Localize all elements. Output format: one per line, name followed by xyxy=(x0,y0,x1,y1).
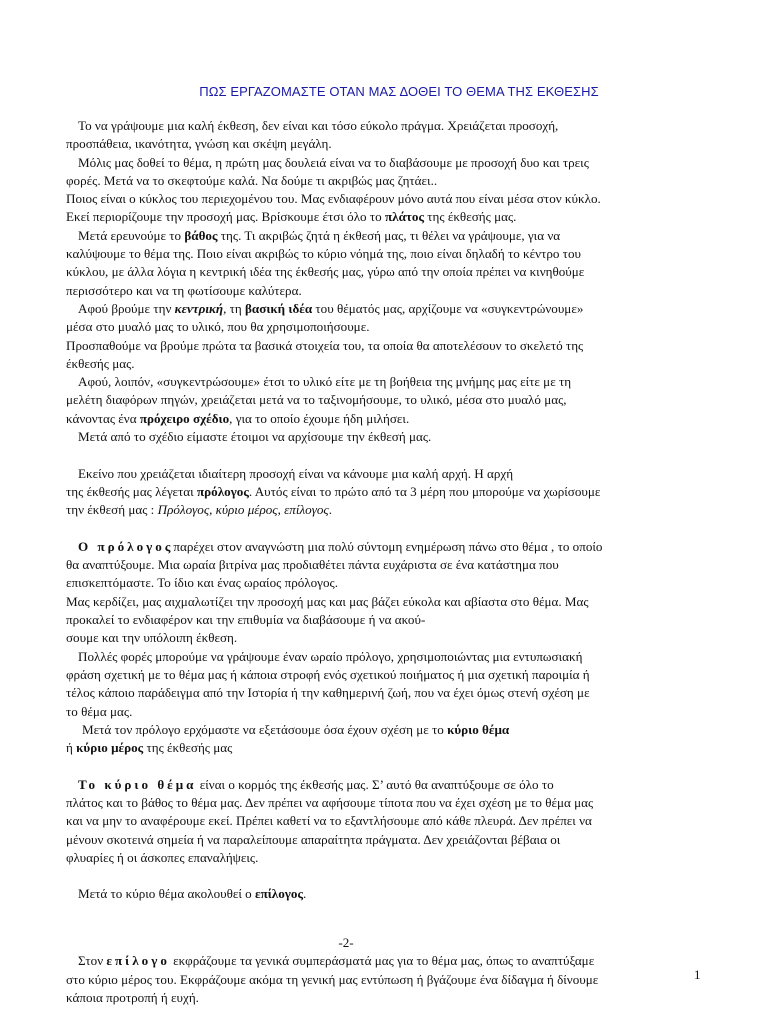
text-line xyxy=(66,208,706,226)
text-line xyxy=(66,776,706,794)
page-marker: -2- xyxy=(338,935,354,951)
text-line: έκθεσής μας. xyxy=(66,355,135,371)
text-run: Μετά το κύριο θέμα ακολουθεί ο xyxy=(78,886,255,902)
bold-term: κύριο μέρος xyxy=(76,740,144,756)
bold-term: πλάτος xyxy=(384,209,424,225)
text-run: . xyxy=(303,886,307,902)
bold-term: βάθος xyxy=(184,227,218,243)
text-line: Το να γράψουμε μια καλή έκθεση, δεν είναι και τόσο εύκολο πράγμα. Χρειάζεται προσοχή, xyxy=(78,118,559,133)
text-line: και να μην το αναφέρουμε εκεί. Πρέπει καθετί να το εξαντλήσουμε από κάθε πλευρά. Δεν πρέπει να xyxy=(66,813,592,829)
text-run: της έκθεσής μας xyxy=(143,740,233,756)
text-run: . xyxy=(328,502,333,518)
text-line xyxy=(66,483,706,501)
text-line: καλύψουμε το θέμα της. Ποιο είναι ακριβώς το κύριο νόημά της, ποιο είναι δηλαδή το κέντρο του xyxy=(66,246,581,262)
text-run: Μετά τον πρόλογο ερχόμαστε να εξετάσουμε όσα έχουν σχέση με το xyxy=(82,721,448,737)
text-run: του θέματός μας, αρχίζουμε να «συγκεντρώνουμε» xyxy=(312,300,584,316)
spaced-term: Το κύριο θέμα xyxy=(78,776,197,792)
text-run: είναι ο κορμός της έκθεσής μας. Σ’ αυτό θα αναπτύξουμε σε όλο το xyxy=(196,776,554,792)
bold-term: βασική ιδέα xyxy=(245,300,313,316)
text-run: της. Τι ακριβώς ζητά η έκθεσή μας, τι θέλει να γράψουμε, για να xyxy=(217,227,561,243)
text-line: φορές. Μετά να το σκεφτούμε καλά. Να δούμε τι ακριβώς μας ζητάει.. xyxy=(66,172,438,188)
page-number: 1 xyxy=(694,967,701,982)
text-line xyxy=(66,300,706,318)
bold-term: επίλογος xyxy=(254,886,303,902)
text-line: φράση σχετική με το θέμα μας ή κάποια στροφή ενός σχετικού ποιήματος ή μια σχετική παροιμία ή xyxy=(66,666,590,682)
text-line: προσπάθεια, ικανότητα, γνώση και σκέψη μεγάλη. xyxy=(66,136,332,152)
text-line: μελέτη διαφόρων πηγών, χρειάζεται μετά να το ταξινομήσουμε, το υλικό, μέσα στο μυαλό μας, xyxy=(66,392,567,408)
text-line: Μετά από το σχέδιο είμαστε έτοιμοι να αρχίσουμε την έκθεσή μας. xyxy=(78,429,432,445)
text-line: τέλος κάποιο παράδειγμα από την Ιστορία ή την καθημερινή ζωή, που να έχει όμως στενή σχέση με xyxy=(66,685,590,701)
text-line: Πολλές φορές μπορούμε να γράψουμε έναν ωραίο πρόλογο, χρησιμοποιώντας μια εντυπωσιακή xyxy=(78,648,583,664)
text-run: . Αυτός είναι το πρώτο από τα 3 μέρη που μπορούμε να χωρίσουμε xyxy=(248,483,601,499)
spaced-term: επίλογο xyxy=(106,953,170,969)
text-line xyxy=(66,885,706,903)
text-line: πλάτος και το βάθος το θέμα μας. Δεν πρέπει να αφήσουμε τίποτα που να έχει σχέση με το θέμα μας xyxy=(66,794,594,810)
text-line: επισκεπτόμαστε. Το ίδιο και ένας ωραίος πρόλογος. xyxy=(66,575,338,591)
text-line xyxy=(66,739,706,757)
text-line: κάποια προτροπή ή ευχή. xyxy=(66,989,199,1005)
bold-term: κεντρική xyxy=(174,300,224,316)
text-run: της έκθεσής μας λέγεται xyxy=(66,483,197,499)
text-run: Στον xyxy=(78,953,107,969)
text-line: περισσότερο και να τη φωτίσουμε καλύτερα. xyxy=(66,282,302,298)
text-line xyxy=(66,952,706,970)
text-run: της έκθεσής μας. xyxy=(424,209,517,225)
text-line: Προσπαθούμε να βρούμε πρώτα τα βασικά στοιχεία του, τα οποία θα αποτελέσουν το σκελετό της xyxy=(66,337,584,353)
text-run: Εκεί περιορίζουμε την προσοχή μας. Βρίσκουμε έτσι όλο το xyxy=(66,209,385,225)
text-line: μένουν σκοτεινά σημεία ή να παραλείπουμε απαραίτητα πράγματα. Δεν χρειάζονται βέβαια οι xyxy=(66,831,561,847)
text-line: Ποιος είναι ο κύκλος του περιεχομένου του. Μας ενδιαφέρουν μόνο αυτά που είναι μέσα στον κύκλο. xyxy=(66,191,601,207)
text-line: το θέμα μας. xyxy=(66,703,133,719)
page-title: ΠΩΣ ΕΡΓΑΖΟΜΑΣΤΕ ΟΤΑΝ ΜΑΣ ΔΟΘΕΙ ΤΟ ΘΕΜΑ ΤΗΣ ΕΚΘΕΣΗΣ xyxy=(199,84,599,99)
text-run: την έκθεσή μας : xyxy=(66,502,158,518)
text-line xyxy=(66,501,706,519)
text-line xyxy=(66,538,706,556)
text-line: Μόλις μας δοθεί το θέμα, η πρώτη μας δουλειά είναι να το διαβάσουμε με προσοχή δυο και τρεις xyxy=(78,154,589,170)
text-line xyxy=(66,227,706,245)
text-run: κάνοντας ένα xyxy=(66,410,140,426)
italic-term: Πρόλογος, κύριο μέρος, επίλογος xyxy=(157,502,329,518)
text-run: Μετά ερευνούμε το xyxy=(78,227,185,243)
text-run: , για το οποίο έχουμε ήδη μιλήσει. xyxy=(229,410,410,426)
text-line: Αφού, λοιπόν, «συγκεντρώσουμε» έτσι το υλικό είτε με τη βοήθεια της μνήμης μας είτε με τη xyxy=(78,374,572,390)
document-body xyxy=(66,117,706,1007)
text-line: σουμε και την υπόλοιπη έκθεση. xyxy=(66,630,238,646)
spaced-term: Ο πρόλογος xyxy=(78,538,174,554)
text-run: εκφράζουμε τα γενικά συμπεράσματά μας για το θέμα μας, όπως το αναπτύξαμε xyxy=(173,953,595,969)
text-line: Εκείνο που χρειάζεται ιδιαίτερη προσοχή είναι να κάνουμε μια καλή αρχή. Η αρχή xyxy=(78,465,514,481)
text-line: θα αναπτύξουμε. Μια ωραία βιτρίνα μας προδιαθέτει πάντα ευχάριστα σε ένα κατάστημα που xyxy=(66,557,559,573)
text-line: στο κύριο μέρος του. Εκφράζουμε ακόμα τη γενική μας εντύπωση ή βγάζουμε ένα δίδαγμα ή δίνουμε xyxy=(66,971,599,987)
bold-term: πρόχειρο σχέδιο xyxy=(139,410,230,426)
text-line xyxy=(66,721,706,739)
text-line: κύκλου, με άλλα λόγια η κεντρική ιδέα της έκθεσής μας, γύρω από την οποία πρέπει να κινηθούμε xyxy=(66,264,585,280)
text-line: προκαλεί το ενδιαφέρον και την επιθυμία να διαβάσουμε ή να ακού- xyxy=(66,612,426,628)
text-line xyxy=(66,410,706,428)
text-run: ή xyxy=(66,740,77,756)
text-run: , τη xyxy=(223,300,246,316)
text-run: Αφού βρούμε την xyxy=(78,300,175,316)
text-line: Μας κερδίζει, μας αιχμαλωτίζει την προσοχή μας και μας βάζει εύκολα και αβίαστα στο θέμα. Μας xyxy=(66,593,589,609)
bold-term: πρόλογος xyxy=(196,483,249,499)
text-line: φλυαρίες ή οι άσκοπες επαναλήψεις. xyxy=(66,849,259,865)
bold-term: κύριο θέμα xyxy=(447,721,510,737)
text-line: μέσα στο μυαλό μας το υλικό, που θα χρησιμοποιήσουμε. xyxy=(66,319,370,335)
text-run: παρέχει στον αναγνώστη μια πολύ σύντομη ενημέρωση πάνω στο θέμα , το οποίο xyxy=(173,538,603,554)
